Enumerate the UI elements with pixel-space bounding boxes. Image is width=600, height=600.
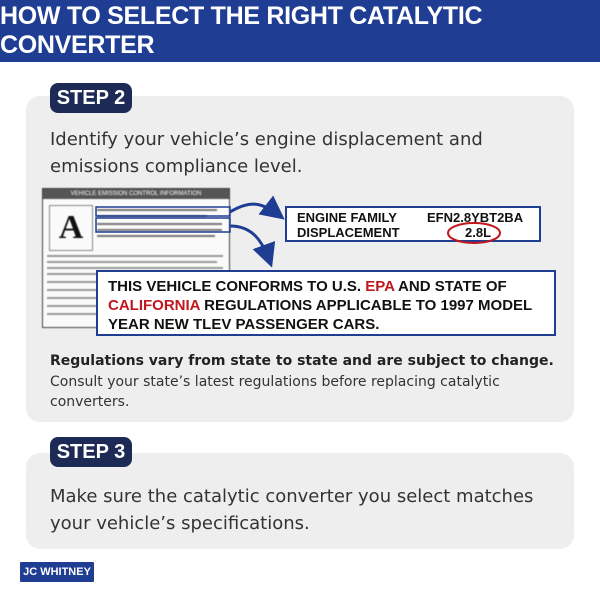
step-3-badge: STEP 3	[50, 437, 132, 467]
step-3-instruction: Make sure the catalytic converter you select matches your vehicle’s specifications.	[50, 486, 534, 534]
regulations-note-bold: Regulations vary from state to state and are subject to change.	[50, 353, 554, 369]
engine-family-label: ENGINE FAMILY	[297, 210, 397, 225]
displacement-label: DISPLACEMENT	[297, 225, 400, 240]
emission-label-logo: A	[49, 205, 93, 251]
compliance-text-1: THIS VEHICLE CONFORMS TO U.S.	[108, 278, 366, 295]
compliance-california: CALIFORNIA	[108, 297, 200, 314]
displacement-value: 2.8L	[465, 225, 492, 240]
compliance-text-2: AND STATE OF	[394, 278, 507, 295]
step-2-instruction: Identify your vehicle’s engine displacement and emissions compliance level.	[50, 129, 483, 177]
regulations-note: Consult your state’s latest regulations before replacing catalytic converters.	[50, 374, 500, 410]
compliance-callout	[96, 270, 556, 336]
engine-family-value: EFN2.8YBT2BA	[427, 210, 524, 225]
step-2-badge: STEP 2	[50, 83, 132, 113]
page-title: HOW TO SELECT THE RIGHT CATALYTIC CONVERTER	[0, 0, 600, 62]
emission-label-heading: VEHICLE EMISSION CONTROL INFORMATION	[43, 189, 229, 199]
compliance-text-3: REGULATIONS APPLICABLE TO 1997 MODEL YEAR NEW TLEV PASSENGER CARS.	[108, 297, 532, 333]
compliance-epa: EPA	[365, 278, 395, 295]
jc-whitney-logo: JC WHITNEY	[18, 560, 96, 584]
engine-info-callout	[285, 206, 541, 242]
